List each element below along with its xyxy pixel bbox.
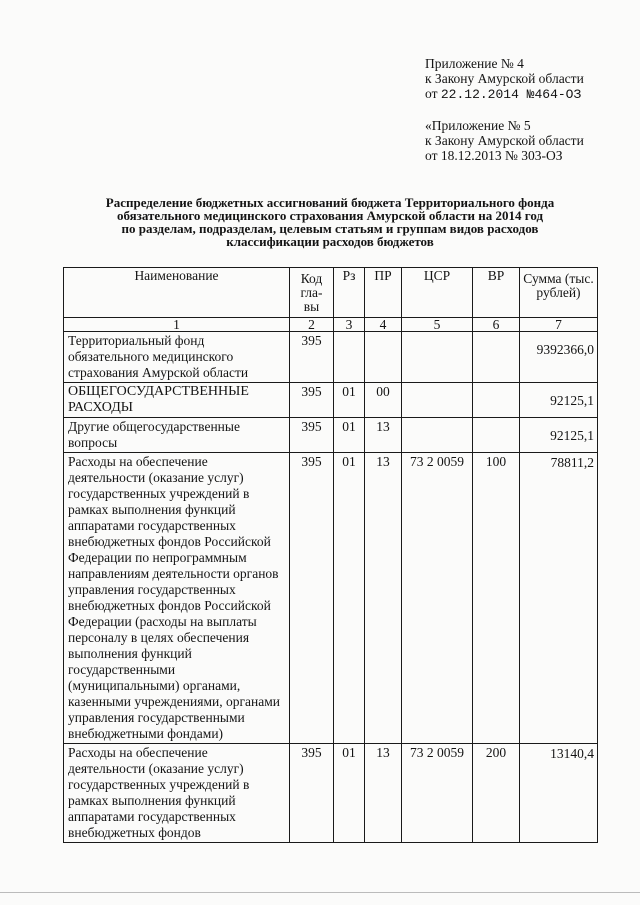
header-sum: Сумма (тыс. рублей) [520,268,598,318]
annex-current-date-value: 22.12.2014 №464-ОЗ [440,87,582,102]
row-vr [473,332,520,383]
row-sum: 9392366,0 [520,332,598,383]
annex-current-law: к Закону Амурской области [425,71,584,86]
table-row [64,418,598,453]
column-number: 2 [290,318,334,332]
column-number: 1 [64,318,290,332]
row-code: 395 [290,383,334,418]
table-row [64,332,598,383]
annex-previous-number: «Приложение № 5 [425,118,531,133]
header-row [64,268,598,318]
annex-current-number: Приложение № 4 [425,56,524,71]
row-rz: 01 [334,383,365,418]
column-number: 4 [365,318,402,332]
header-vr: ВР [473,268,520,318]
row-pr: 00 [365,383,402,418]
annex-current-block [425,56,584,102]
row-name: Другие общегосударственные вопросы [64,418,290,453]
annex-previous-law: к Закону Амурской области [425,133,584,148]
title-line-2: обязательного медицинского страхования Амурской области на 2014 год [116,208,544,223]
row-vr [473,383,520,418]
table-row [64,383,598,418]
row-sum: 13140,4 [520,744,598,843]
row-name: Расходы на обеспечение деятельности (оказание услуг) государственных учреждений в рамках выполнения функций аппаратами государственных внебюджетных фондов Российской Федерации по непрограммным направлениям деятельности органов управления государственных внебюджетных фондов Российской Федерации (расходы на выплаты персоналу в целях обеспечения выполнения функций государственными (муниципальными) органами, казенными учреждениями, органами управления государственными внебюджетными фондами) [64,453,290,744]
row-rz: 01 [334,418,365,453]
title-line-3: по разделам, подразделам, целевым статьям и группам видов расходов [121,221,539,236]
row-pr: 13 [365,418,402,453]
header-code: Код гла-вы [290,268,334,318]
row-code: 395 [290,744,334,843]
row-csr [402,383,473,418]
row-csr [402,332,473,383]
column-number: 6 [473,318,520,332]
table-row [64,453,598,744]
row-name: ОБЩЕГОСУДАРСТВЕННЫЕ РАСХОДЫ [64,383,290,418]
row-pr: 13 [365,744,402,843]
table-row [64,744,598,843]
annex-previous-date: от 18.12.2013 № 303-ОЗ [425,148,563,163]
row-vr: 100 [473,453,520,744]
annex-current-date-prefix: от [425,86,441,101]
row-rz: 01 [334,744,365,843]
row-csr: 73 2 0059 [402,744,473,843]
row-vr: 200 [473,744,520,843]
row-code: 395 [290,418,334,453]
header-name: Наименование [64,268,290,318]
row-rz: 01 [334,453,365,744]
document-title [70,196,590,248]
row-code: 395 [290,453,334,744]
row-vr [473,418,520,453]
row-name: Территориальный фонд обязательного медицинского страхования Амурской области [64,332,290,383]
header-rz: Рз [334,268,365,318]
annex-current-date [425,86,584,102]
row-sum: 78811,2 [520,453,598,744]
header-pr: ПР [365,268,402,318]
page-bottom-edge [0,892,640,893]
column-number: 5 [402,318,473,332]
row-code: 395 [290,332,334,383]
budget-table [63,267,598,843]
row-csr: 73 2 0059 [402,453,473,744]
row-pr [365,332,402,383]
row-sum: 92125,1 [520,418,598,453]
row-csr [402,418,473,453]
header-csr: ЦСР [402,268,473,318]
column-number-row [64,318,598,332]
row-name: Расходы на обеспечение деятельности (оказание услуг) государственных учреждений в рамках выполнения функций аппаратами государственных внебюджетных фондов [64,744,290,843]
title-line-1: Распределение бюджетных ассигнований бюджета Территориального фонда [105,195,555,210]
row-pr: 13 [365,453,402,744]
column-number: 3 [334,318,365,332]
row-rz [334,332,365,383]
title-line-4: классификации расходов бюджетов [226,234,434,249]
annex-previous-block [425,118,584,163]
column-number: 7 [520,318,598,332]
row-sum: 92125,1 [520,383,598,418]
